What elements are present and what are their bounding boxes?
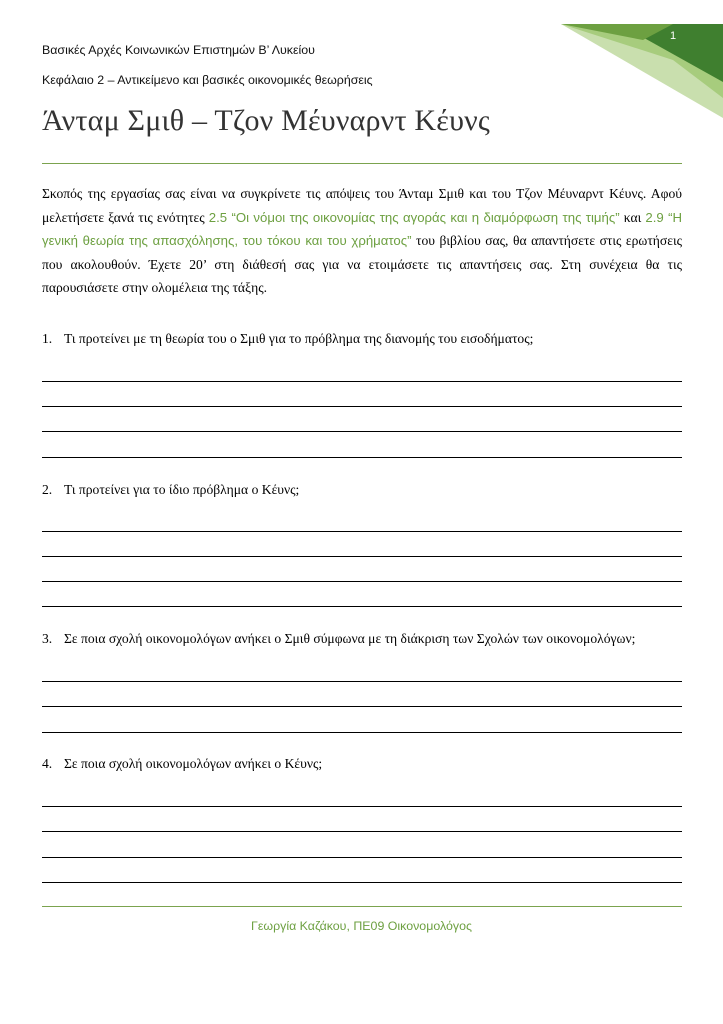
- answer-line[interactable]: [42, 882, 682, 883]
- question-4: [42, 756, 322, 772]
- question-number: 1.: [42, 331, 53, 346]
- answer-line[interactable]: [42, 857, 682, 858]
- question-text: Σε ποια σχολή οικονομολόγων ανήκει ο Σμιθ σύμφωνα με τη διάκριση των Σχολών των οικονομολόγων;: [64, 631, 636, 646]
- page-number: 1: [669, 30, 677, 42]
- footer-author: Γεωργία Καζάκου, ΠΕ09 Οικονομολόγος: [251, 919, 472, 933]
- intro-text-2: και: [619, 209, 646, 225]
- question-number: 4.: [42, 756, 53, 771]
- title-divider: [42, 163, 682, 164]
- header-chapter: Κεφάλαιο 2 – Αντικείμενο και βασικές οικονομικές θεωρήσεις: [42, 73, 373, 87]
- corner-decoration: [523, 0, 723, 120]
- footer-divider: [42, 906, 682, 907]
- answer-line[interactable]: [42, 732, 682, 733]
- question-text: Σε ποια σχολή οικονομολόγων ανήκει ο Κέυνς;: [64, 756, 323, 771]
- intro-text-3: του βιβλίου σας, θα απαντήσετε στις ερωτήσεις που ακολουθούν. Έχετε 20’ στη διάθεσή σας για να ετοιμάσετε τις απαντήσεις σας. Στη συνέχεια θα τις παρουσιάσετε στην ολομέλεια της τάξης.: [42, 233, 682, 295]
- question-number: 2.: [42, 482, 53, 497]
- question-text: Τι προτείνει για το ίδιο πρόβλημα ο Κέυνς;: [64, 482, 300, 497]
- answer-line[interactable]: [42, 806, 682, 807]
- answer-line[interactable]: [42, 831, 682, 832]
- answer-line[interactable]: [42, 556, 682, 557]
- intro-text-1: Σκοπός της εργασίας σας είναι να συγκρίνετε τις απόψεις του Άνταμ Σμιθ και του Τζον Μέυναρντ Κέυνς. Αφού μελετήσετε ξανά τις ενότητες: [42, 186, 682, 225]
- answer-line[interactable]: [42, 606, 682, 607]
- answer-line[interactable]: [42, 457, 682, 458]
- section-reference-2-5: 2.5 “Οι νόμοι της οικονομίας της αγοράς και η διαμόρφωση της τιμής”: [208, 209, 620, 225]
- question-text: Τι προτείνει με τη θεωρία του ο Σμιθ για το πρόβλημα της διανομής του εισοδήματος;: [64, 331, 534, 346]
- answer-line[interactable]: [42, 531, 682, 532]
- question-2: [42, 482, 299, 498]
- answer-line[interactable]: [42, 406, 682, 407]
- question-1: [42, 331, 533, 347]
- answer-line[interactable]: [42, 706, 682, 707]
- header-course: Βασικές Αρχές Κοινωνικών Επιστημών Β’ Λυκείου: [42, 43, 315, 57]
- intro-paragraph: [42, 182, 682, 300]
- answer-line[interactable]: [42, 431, 682, 432]
- question-number: 3.: [42, 631, 53, 646]
- answer-line[interactable]: [42, 381, 682, 382]
- page-title: Άνταμ Σμιθ – Τζον Μέυναρντ Κέυνς: [42, 104, 490, 137]
- question-3: [42, 631, 635, 647]
- answer-line[interactable]: [42, 581, 682, 582]
- answer-line[interactable]: [42, 681, 682, 682]
- section-reference-2-9: 2.9 “Η γενική θεωρία της απασχόλησης, του τόκου και του χρήματος”: [42, 209, 683, 248]
